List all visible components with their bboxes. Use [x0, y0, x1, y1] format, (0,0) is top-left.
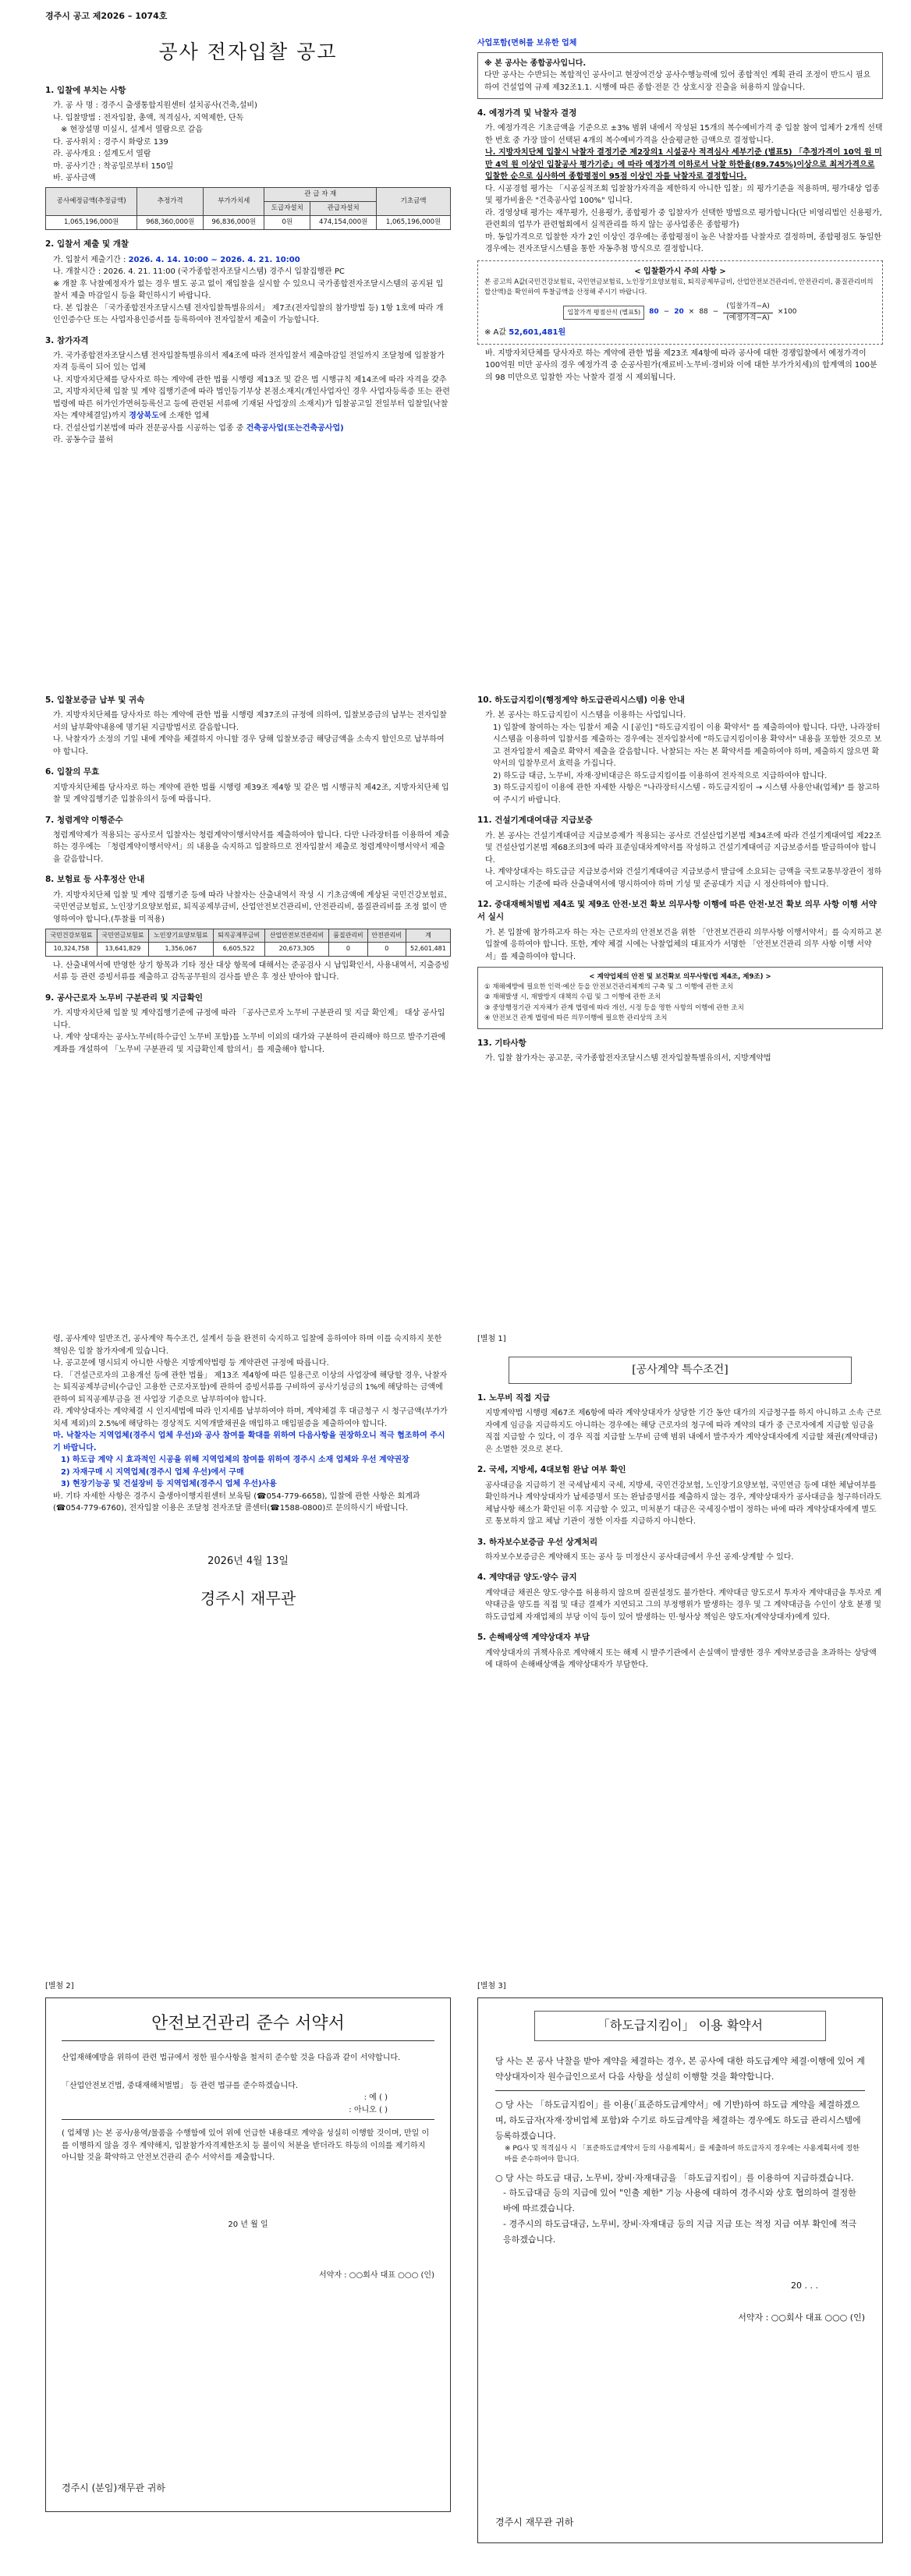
cost-table-group-header: 관 급 자 재: [264, 187, 377, 201]
submit-period-label: 가. 입찰서 제출기간 :: [53, 255, 126, 264]
section-7-title: 7. 청렴계약 이행준수: [45, 815, 123, 825]
section-5-item: 나. 낙찰자가 소정의 기일 내에 계약을 체결하지 아니할 경우 당해 입찰보증금 해당금액을 소속지 할인으로 납부하여야 합니다.: [53, 735, 445, 756]
bid-caution-box: [477, 260, 883, 345]
section-8-tail: 나. 산출내역서에 반영한 상기 항목과 기타 정산 대상 항목에 대해서는 준공검사 시 납입확인서, 사용내역서, 지출증빙서류 등 관련 증빙서류를 제출하고 감독공무원의 검사를 받은 후 정산 받아야 합니다.: [53, 961, 450, 982]
notice-date: 2026년 4월 13일: [207, 1555, 289, 1567]
license-box-title: 사업포함(면허를 보유한 업체: [477, 39, 577, 48]
page-4: [0, 1980, 911, 2576]
section-1-item: 가. 공 사 명 : 경주시 출생통합지원센터 설치공사(건축,설비): [53, 101, 257, 111]
cost-table-cell: 96,836,000원: [204, 216, 264, 230]
attachment-label: [별첨 2]: [45, 1982, 74, 1990]
section-4-item: 바. 지방자치단체를 당사자로 하는 계약에 관한 법률 제23조 제4항에 따라 공사에 대한 경쟁입찰에서 예정가격이 100억원 미만 공사의 경우 예정가격 중 순공사원가(재료비·노무비·경비와 이에 대한 부가가치세)의 합계액의 100분의 98 미만으로 입찰한 자는 낙찰자 결정 시 제외됩니다.: [485, 349, 877, 382]
a-value-row: [484, 327, 876, 339]
page-title: 공사 전자입찰 공고: [158, 41, 338, 63]
cost-table-cell: 1,065,196,000원: [46, 216, 137, 230]
insurance-table-header: 노인장기요양보험료: [148, 929, 213, 943]
a-value-label: ※ A값: [484, 328, 507, 338]
insurance-table-cell: 0: [367, 943, 406, 956]
terms-section-text: 계약대금 채권은 양도·양수를 허용하지 않으며 질권설정도 불가한다. 계약대금 양도로서 투자자 계약대금을 투자로 계약대금을 양도를 직접 및 대금 결제가 지연되고 그의 부정행위가 발생하는 경우 및 그 계약대금을 수인이 상호 분쟁 및 하도급업체 자재업체의 부당 이익 등이 있어 발생하는 민·형사상 책임은 양도자(계약상대자)에게 있다.: [485, 1588, 882, 1622]
page3-line: 라. 계약상대자는 계약체결 시 인지세법에 따라 인지세를 납부하여야 하며, 계약체결 후 대금청구 시 청구금액(부가가치세 제외)의 2.5%에 해당하는 경상적도 지역개발채권을 매입하고 매입필증을 제출하여야 합니다.: [53, 1407, 448, 1428]
safety-pledge-law: 「산업안전보건법, 중대재해처벌법」 등 관련 법규를 준수하겠습니다.: [62, 2081, 299, 2090]
formula-fraction: [723, 302, 773, 324]
section-1-item: 바. 공사금액: [53, 174, 96, 183]
page3-line: 다. 「건설근로자의 고용개선 등에 관한 법률」 제13조 제4항에 따른 일용근로 이상의 사업장에 해당할 경우, 낙찰자는 퇴직공제부금비(수급인 고용한 근로자포함)에 관하여 증빙서류를 구비하여 공사기성금의 1%에 해당하는 금액에 관하여 퇴직공제부금을 전 사업장 기준으로 납부하여야 합니다.: [53, 1371, 448, 1404]
section-11-item: 나. 계약상대자는 하도급금 지급보증서와 건설기계대여금 지급보증서 발급에 소요되는 금액을 국토교통부장관이 정하여 고시하는 기준에 따라 산출내역서에 명시하여야 하며 기성 및 준공대가 지급 시 정산하여야 합니다.: [485, 868, 882, 889]
page3-right-column: [477, 1333, 883, 1672]
a-value: 52,601,481원: [509, 328, 566, 338]
submit-period-value: 2026. 4. 14. 10:00 ~ 2026. 4. 21. 10:00: [128, 255, 300, 264]
terms-section-text: 공사대금을 지급하기 전 국세납세지 국세, 지방세, 국민건강보험, 노인장기요양보험, 국민연금 등에 대한 체납여부를 확인하거나 계약상대자가 납세증명서 또는 완납증명서를 제출하지 않는 경우, 계약상대자가 공사대금을 청구하더라도 체납사항 해소가 확인된 이후 지급할 수 있고, 미처분기 대금은 국세징수법이 정하는 바에 따라 계약상대자에게 별도로 통보하지 않고 체납 기관이 정한 이자를 지급하지 아니한다.: [485, 1481, 882, 1527]
region-suffix: 에 소재한 업체: [158, 412, 210, 421]
section-11-item: 가. 본 공사는 건설기계대여금 지급보증제가 적용되는 공사로 건설산업기본법 제34조에 따라 건설기계대여업 제22조 및 건설산업기본법 제68조의3에 따라 표준임대차계약서를 작성하고 건설기계대여금 지급보증서를 발급하여야 합니다.: [485, 831, 881, 865]
safety-pledge-recipient: 경주시 (분임)재무관 귀하: [62, 2482, 165, 2494]
section-6-text: 지방자치단체를 당사자로 하는 계약에 관한 법률 시행령 제39조 제4항 및 같은 법 시행규칙 제42조, 지방자치단체 입찰 및 계약집행기준 입찰유의서 등에 따릅니다.: [53, 783, 449, 805]
section-1-note: ※ 현장설명 미실시, 설계서 열람으로 갈음: [61, 126, 204, 135]
safety-duty-item: ① 재해예방에 필요한 인력·예산 등을 안전보건관리체계의 구축 및 그 이행에 관한 조치: [484, 983, 734, 992]
no-checkbox[interactable]: : 아니오 ( ): [349, 2105, 388, 2114]
cost-table-header: 부가가치세: [204, 187, 264, 215]
cost-table-cell: 474,154,000원: [310, 216, 377, 230]
subcontract-pledge-title: 「하도급지킴이」 이용 확약서: [534, 2011, 826, 2041]
section-2-item: 다. 본 입찰은 「국가종합전자조달시스템 전자입찰특별유의서」 제7조(전자입찰의 참가방법 등) 1항 1호에 따라 개인인증수단 또는 사업자용인증서를 등록하여야 전자입찰서 제출이 가능합니다.: [53, 303, 444, 325]
section-10-item: 1) 입찰에 참여하는 자는 입찰서 제출 시 [공인] "하도급지킴이 이용 확약서" 를 제출하여야 합니다. 다만, 나라장터 시스템을 이용하여 입찰서를 제출하는 경우에는 전자입찰서에 "하도급지킴이이용 확약서" 내용을 포함한 것으로 보고 전자입찰서 제출로 확약서 제출을 갈음합니다. 낙찰되는 자는 본 확약서를 제출하여야 하며, 제출하지 않으면 확약서의 입찰무로서 효력을 가집니다.: [493, 723, 882, 769]
safety-duty-box: [477, 967, 883, 1029]
notice-number: 경주시 공고 제2026 – 1074호: [45, 11, 168, 21]
section-2-title: 2. 입찰서 제출 및 개찰: [45, 239, 129, 249]
safety-pledge-title: 안전보건관리 준수 서약서: [151, 2014, 345, 2033]
subcontract-pledge-item: ○ 당 사는 「하도급지킴이」를 이용(「표준하도급계약서」에 기반)하여 하도급 계약을 체결하겠으며, 하도급자(자재·장비업체 포함)와 수기로 하도급계약을 체결하는 경우에도 하도급 관리시스템에 등록하겠습니다.: [495, 2100, 861, 2141]
safety-pledge-intro: 산업재해예방을 위하여 관련 법규에서 정한 필수사항을 철저히 준수할 것을 다음과 같이 서약합니다.: [62, 2054, 401, 2063]
section-9-item: 가. 지방자치단체 입찰 및 계약집행기준에 규정에 따라 「공사근로자 노무비 구분관리 및 지급 확인제」 대상 공사입니다.: [53, 1009, 445, 1030]
attachment-label: [별첨 1]: [477, 1335, 506, 1343]
cost-table-cell: 1,065,196,000원: [377, 216, 451, 230]
section-7-text: 청렴계약제가 적용되는 공사로서 입찰자는 청렴계약이행서약서를 제출하여야 합니다. 다만 나라장터를 이용하여 제출하는 경우에는 「청렴계약이행서약서」의 내용을 숙지하고 입찰하므로 전자입찰서 제출로 청렴계약이행서약서 제출을 갈음합니다.: [53, 830, 450, 864]
insurance-table-header: 품질관리비: [329, 929, 367, 943]
section-3-text: 다. 건설산업기본법에 따라 전문공사를 시공하는 업종 중: [53, 423, 244, 433]
open-time-label: 나. 개찰시간 :: [53, 267, 101, 277]
safety-pledge-form: [45, 1997, 451, 2512]
insurance-table-cell: 10,324,758: [46, 943, 97, 956]
section-9-title: 9. 공사근로자 노무비 구분관리 및 지급확인: [45, 993, 204, 1003]
section-1-item: 라. 공사개요 : 설계도서 열람: [53, 150, 151, 159]
safety-duty-item: ③ 중앙행정기관 지자체가 관계 법령에 따라 개선, 시정 등을 명한 사항의 이행에 관한 조치: [484, 1003, 744, 1012]
terms-section-text: 하자보수보증금은 계약해지 또는 공사 등 미정산시 공사대금에서 우선 공제·상계할 수 있다.: [485, 1552, 794, 1562]
formula-part: −: [712, 308, 719, 317]
subcontract-pledge-intro: 당 사는 본 공사 낙찰을 받아 계약을 체결하는 경우, 본 공사에 대한 하도급계약 체결·이행에 있어 계약상대자이자 원수급인으로서 다음 사항을 성실히 이행할 것을 확약합니다.: [495, 2055, 865, 2082]
terms-section-title: 5. 손해배상액 계약상대자 부담: [477, 1633, 590, 1643]
attachment-label: [별첨 3]: [477, 1982, 506, 1990]
section-10-item: 2) 하도급 대금, 노무비, 자재·장비대금은 하도급지킴이를 이용하여 전자적으로 지급하여야 합니다.: [493, 771, 828, 780]
insurance-table-header: 계: [406, 929, 450, 943]
formula-numerator: (입찰가격−A): [723, 302, 773, 313]
section-3-item: [45, 374, 451, 423]
bid-caution-title: < 입찰환가시 주의 사항 >: [634, 267, 726, 276]
formula-label: 입찰가격 평점산식 (별표5): [563, 306, 644, 320]
section-8-title: 8. 보험료 등 사후정산 안내: [45, 875, 145, 885]
insurance-table-cell: 52,601,481: [406, 943, 450, 956]
section-3-text: 나. 지방자치단체를 당사자로 하는 계약에 관한 법률 시행령 제13조 및 같은 법 시행규칙 제14조에 따라 자격을 갖추고, 지방자치단체 입찰 및 계약 집행기준에 따라 법인등기부상 본점소재지(개인사업자인 경우 사업자등록증 또는 관련 법령에 따른 허가인가면허등록신고 등에 관련된 서류에 기재된 사업장의 소재지)가 입찰공고일 전일부터 입찰일(낙찰자는 계약체결일)까지: [53, 375, 450, 421]
page3-line: 령, 공사계약 일반조건, 공사계약 특수조건, 설계서 등을 완전히 숙지하고 입찰에 응하여야 하며 이를 숙지하지 못한 책임은 입찰 참가자에게 있습니다.: [53, 1335, 442, 1356]
license-box-line: 다만 공사는 수반되는 복합적인 공사이고 현장여건상 공사수행능력에 있어 종합적인 계획 관리 조정이 반드시 필요하여 건설업역 규제 제32조1.1. 시행에 따른 종합·전문 간 상호시장 진출을 허용하지 않습니다.: [484, 71, 871, 92]
cost-table-cell: 0원: [264, 216, 310, 230]
section-10-title: 10. 하도급지킴이(행정계약 하도급관리시스템) 이용 안내: [477, 695, 685, 705]
section-4-title: 4. 예정가격 및 낙찰자 결정: [477, 108, 577, 118]
section-5-item: 가. 지방자치단체를 당사자로 하는 계약에 관한 법률 시행령 제37조의 규정에 의하여, 입찰보증금의 납부는 전자입찰서의 납부확약내용에 명기된 지급방법서로 갈음합니다.: [53, 711, 447, 732]
recommend-item: 2) 자재구매 시 지역업체(경주시 업체 우선)에서 구매: [61, 1467, 244, 1477]
section-13-title: 13. 기타사항: [477, 1038, 526, 1048]
cost-table: [45, 187, 451, 231]
page-2: [0, 686, 911, 1169]
formula-part: 20: [674, 308, 684, 317]
page1-left-column: [45, 76, 451, 447]
section-3-item: 라. 공동수급 불허: [53, 436, 114, 445]
section-3-title: 3. 참가자격: [45, 335, 89, 345]
insurance-table-header: 국민연금보험료: [97, 929, 148, 943]
subcontract-pledge-note: ※ PG사 및 적격심사 시 「표준하도급계약서 등의 사용계획서」를 제출하여 하도급자지 경우에는 사용계획서에 정한 바를 준수하여야 합니다.: [505, 2144, 860, 2164]
formula-part: −: [663, 308, 670, 317]
safety-duty-item: ② 재해발생 시, 재발방지 대책의 수립 및 그 이행에 관한 조치: [484, 993, 661, 1002]
license-name: 건축공사업(또는건축공사업): [246, 423, 344, 433]
section-4-item: 마. 동일가격으로 입찰한 자가 2인 이상인 경우에는 종합평점이 높은 낙찰자를 낙찰자로 결정하며, 종합평점도 동일한 경우에는 전자조달시스템을 통한 자동추첨 방식으로 결정합니다.: [485, 232, 882, 254]
notice-signer: 경주시 재무관: [200, 1588, 296, 1608]
special-terms-title: [공사계약 특수조건]: [509, 1357, 852, 1385]
open-time-value: 2026. 4. 21. 11:00 (국가종합전자조달시스템) 경주시 입찰집행관 PC: [103, 267, 345, 277]
formula-denominator: (예정가격−A): [726, 313, 770, 322]
cost-table-header: 공사예정금액(추정금액): [46, 187, 137, 215]
cost-table-header: 도급자설치: [264, 201, 310, 215]
terms-section-title: 2. 국세, 지방세, 4대보험 완납 여부 확인: [477, 1465, 626, 1475]
section-5-title: 5. 입찰보증금 납부 및 귀속: [45, 695, 145, 705]
terms-section-text: 지방계약법 시행령 제67조 제6항에 따라 계약상대자가 상당한 기간 동안 대가의 지급청구를 하지 아니하고 소속 근로자에게 임금을 지급하지도 아니하는 경우에는 해당 근로자의 청구에 따라 계약의 대가 중 근로자에게 지급할 임금을 직접 지급할 수 있다, 이 경우 직접 지급할 노무비 금액 범위 내에서 발주자가 계약상대자에게 지급할 채권(계약대금)은 소멸한 것으로 본다.: [485, 1409, 881, 1454]
page3-tail: 바. 기타 자세한 사항은 경주시 출생아이행지원센터 보육팀 (☎054-779-6658), 입찰에 관한 사항은 회계과 (☎054-779-6760), 전자입찰 이용은 조달청 전자조달 콜센터(☎1588-0800)로 문의하시기 바랍니다.: [53, 1491, 420, 1513]
section-12-title: 12. 중대재해처벌법 제4조 및 제9조 안전·보건 확보 의무사항 이행에 따른 안전·보건 확보 의무 사항 이행 서약서 실시: [477, 900, 877, 922]
section-10-item: 3) 하도급지킴이 이용에 관한 자세한 사항은 "나라장터시스템 - 하도급지킴이 → 시스템 사용안내(업체)" 를 참고하여 주시기 바랍니다.: [493, 784, 880, 805]
cost-table-header: 기초금액: [377, 187, 451, 215]
page-3: [0, 1333, 911, 1832]
terms-section-text: 계약상대자의 귀책사유로 계약해지 또는 해제 시 발주기관에서 손실액이 발생한 경우 계약보증금을 초과하는 상당액에 대하여 손해배상액을 계약상대자가 부담한다.: [485, 1648, 877, 1670]
open-time: [45, 266, 451, 278]
section-4-item: 가. 예정가격은 기초금액을 기준으로 ±3% 범위 내에서 작성된 15개의 복수예비가격 중 입찰 참여 업체가 2개씩 선택한 번호 중 가장 많이 선택된 4개의 복수예비가격을 산술평균한 금액으로 결정합니다.: [485, 124, 883, 145]
subcontract-pledge-date: 20 . . .: [791, 2280, 818, 2291]
safety-duty-title: < 계약업체의 안전 및 보건확보 의무사항(법 제4조, 제9조) >: [589, 973, 771, 982]
insurance-table-header: 국민건강보험료: [46, 929, 97, 943]
insurance-table-cell: 13,641,829: [97, 943, 148, 956]
cost-table-cell: 968,360,000원: [137, 216, 204, 230]
insurance-table-header: 산업안전보건관리비: [264, 929, 329, 943]
section-1-title: 1. 입찰에 부치는 사항: [45, 86, 126, 95]
page2-left-column: [45, 686, 451, 1056]
safety-duty-item: ④ 안전보건 관계 법령에 따른 의무이행에 필요한 관리상의 조치: [484, 1014, 668, 1022]
section-8-text: 가. 지방자치단체 입찰 및 계약 집행기준 등에 따라 낙찰자는 산출내역서 작성 시 기초금액에 계상된 국민건강보험료, 국민연금보험료, 노인장기요양보험료, 퇴직공제부금비, 산업안전보건관리비, 안전관리비, 품질관리비를 조정 없이 반영하여야 합니다.(투찰률 미적용): [53, 890, 448, 924]
page3-line: 나. 공고문에 명시되지 아니한 사항은 지방계약법령 등 계약관련 규정에 따릅니다.: [53, 1359, 329, 1368]
cost-table-header: 관급자설치: [310, 201, 377, 215]
section-11-title: 11. 건설기계대여대금 지급보증: [477, 816, 593, 826]
insurance-table-header: 안전관리비: [367, 929, 406, 943]
insurance-table-header: 퇴직공제부금비: [213, 929, 264, 943]
section-2-note: ※ 개찰 후 낙찰예정자가 없는 경우 별도 공고 없이 재입찰을 실시할 수 있으니 국가종합전자조달시스템의 공지된 입찰서 제출 마감일시 등을 확인하시기 바랍니다.: [53, 279, 444, 301]
safety-pledge-date: 20 년 월 일: [228, 2220, 268, 2229]
section-1-item: 마. 공사기간 : 착공일로부터 150일: [53, 161, 174, 171]
section-13-text: 가. 입찰 참가자는 공고문, 국가종합전자조달시스템 전자입찰특별유의서, 지방계약법: [485, 1054, 771, 1063]
section-6-title: 6. 입찰의 무효: [45, 767, 100, 777]
section-3-item: 가. 국가종합전자조달시스템 전자입찰특별유의서 제4조에 따라 전자입찰서 제출마감일 전일까지 조달청에 입찰참가자격 등록이 되어 있는 업체: [53, 351, 445, 373]
subcontract-pledge-signature: 서약자 : ○○회사 대표 ○○○ (인): [738, 2312, 865, 2323]
page-1: [0, 0, 911, 468]
recommend-item: 1) 하도급 계약 시 효과적인 시공을 위해 지역업체의 참여를 위하여 경주시 소재 업체와 우선 계약권장: [61, 1456, 409, 1464]
yes-checkbox[interactable]: : 예 ( ): [363, 2093, 388, 2103]
insurance-table-cell: 1,356,067: [148, 943, 213, 956]
bid-caution-text: 본 공고의 A값(국민건강보험료, 국민연금보험료, 노인장기요양보험료, 퇴직공제부금비, 산업안전보건관리비, 안전관리비, 품질관리비의 합산액)을 확인하여 투찰금액을 산정해 주시기 바랍니다.: [484, 278, 874, 297]
page3-line: 마. 낙찰자는 지역업체(경주시 업체 우선)와 공사 참여를 확대를 위하여 다음사항을 권장하오니 적극 협조하여 주시기 바랍니다.: [53, 1431, 445, 1453]
terms-section-title: 3. 하자보수보증금 우선 상계처리: [477, 1537, 598, 1547]
formula-part: 88: [699, 308, 708, 317]
section-1-item: 다. 공사위치 : 경주시 화랑로 139: [53, 137, 168, 147]
score-formula: [484, 302, 876, 324]
terms-section-title: 1. 노무비 직접 지급: [477, 1393, 551, 1403]
insurance-table-cell: 20,673,305: [264, 943, 329, 956]
page1-right-column: [477, 37, 883, 384]
safety-pledge-body: ( 업체명 )는 본 공사/용역/물품을 수행함에 있어 위에 언급한 내용대로 계약을 성실히 이행할 것이며, 만일 이를 이행하지 않을 경우 계약해지, 입찰참가자격제한조치 등 불이익 처분을 받더라도 하등의 이의를 제기하지 아니할 것을 확약하고 안전보건관리 준수 서약서를 제출합니다.: [62, 2129, 430, 2163]
insurance-table: [45, 929, 451, 957]
insurance-table-cell: 6,605,522: [213, 943, 264, 956]
section-3-item: [45, 423, 451, 435]
license-box-line: ※ 본 공사는 종합공사입니다.: [484, 58, 587, 68]
license-box: [477, 52, 883, 100]
section-4-item: 다. 시공경험 평가는 「시공실적조회 입찰참가자격을 제한하지 아니한 입찰」의 평가기준을 적용하며, 평가대상 업종 및 평가비율은 "건축공사업 100%" 입니다.: [485, 184, 880, 206]
formula-part: ×: [688, 308, 695, 317]
section-9-item: 나. 계약 상대자는 공사노무비(하수급인 노무비 포함)를 노무비 이외의 대가와 구분하여 관리해야 하므로 발주기관에 계좌를 개설하여 「노무비 구분관리 및 지급확인제 합의서」를 제출해야 합니다.: [53, 1033, 446, 1054]
region-name: 경상북도: [129, 412, 159, 421]
section-12-text: 가. 본 입찰에 참가하고자 하는 자는 근로자의 안전보건을 위한 「안전보건관리 의무사항 이행서약서」를 숙지하고 본 입찰에 응하여야 합니다. 또한, 계약 체결 시에는 낙찰업체의 대표자가 서명한 「안전보건관리 의무 사항 이행 서약서」를 제출하여야 합니다.: [485, 928, 882, 961]
insurance-table-cell: 0: [329, 943, 367, 956]
submit-period: [45, 254, 451, 267]
page2-right-column: [477, 686, 883, 1065]
section-4-item: 라. 경영상태 평가는 재무평가, 신용평가, 종합평가 중 입찰자가 선택한 방법으로 평가합니다(단 비영리법인 신용평가, 관련회의 업무가 관련협회에서 실적관리를 하지 않는 공사업종은 종합평가): [485, 208, 882, 230]
section-4-item: 나. 지방자치단체 입찰시 낙찰자 결정기준 제2장의1 시설공사 적격심사 세부기준 (별표5) 「추정가격이 10억 원 미만 4억 원 이상인 입찰공사 평가기준」에 따라 예정가격 이하로서 낙찰 하한율(89.745%)이상으로 최저가격으로 입찰한 순으로 심사하여 종합평점이 95점 이상인 자를 낙찰자로 결정합니다.: [485, 148, 882, 182]
subcontract-pledge-recipient: 경주시 재무관 귀하: [495, 2517, 574, 2528]
terms-section-title: 4. 계약대금 양도·양수 금지: [477, 1573, 577, 1583]
section-1-item: 나. 입찰방법 : 전자입찰, 총액, 적격심사, 지역제한, 단독: [53, 113, 244, 122]
formula-part: ×100: [777, 308, 797, 317]
recommend-item: 3) 현장기능공 및 건설장비 등 지역업체(경주시 업체 우선)사용: [61, 1480, 277, 1488]
formula-part: 80: [649, 308, 659, 317]
page3-left-column: [45, 1333, 451, 1611]
subcontract-pledge-form: [477, 1997, 883, 2543]
section-10-item: 가. 본 공사는 하도급지킴이 시스템을 이용하는 사업입니다.: [485, 711, 686, 720]
subcontract-pledge-item: - 경주시의 하도급대금, 노무비, 장비·자재대금 등의 지급 지급 또는 적정 지급 여부 확인에 적극 응하겠습니다.: [503, 2219, 857, 2245]
subcontract-pledge-item: ○ 당 사는 하도급 대금, 노무비, 장비·자재대금을 「하도급지킴이」를 이용하여 지급하겠습니다.: [495, 2172, 854, 2183]
cost-table-header: 추정가격: [137, 187, 204, 215]
safety-pledge-signature: 서약자 : ○○회사 대표 ○○○ (인): [319, 2271, 434, 2281]
subcontract-pledge-item: - 하도급대금 등의 지급에 있어 "인출 제한" 기능 사용에 대하여 경주시와 상호 협의하여 결정한 바에 따르겠습니다.: [503, 2188, 856, 2214]
